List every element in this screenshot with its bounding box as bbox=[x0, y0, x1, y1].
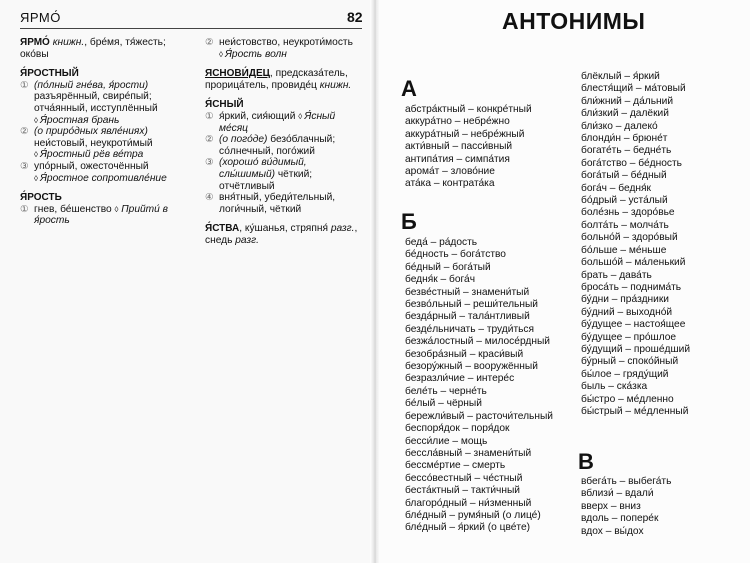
antonym-pair: вблизи́ – вдали́ bbox=[581, 488, 654, 500]
antonym-pair: вдоль – попере́к bbox=[581, 513, 659, 525]
antonym-pair: беспоря́док – поря́док bbox=[405, 423, 510, 435]
sense-number: ③ bbox=[20, 160, 29, 172]
sense bbox=[205, 134, 365, 157]
sense-note: (по́лный гне́ва, я́рости) bbox=[34, 79, 149, 91]
antonym-pair: беда́ – ра́дость bbox=[405, 237, 478, 248]
antonym-pair: быль – ска́зка bbox=[581, 381, 648, 393]
antonym-pair: арома́т – злово́ние bbox=[405, 166, 495, 178]
header-rule bbox=[20, 28, 362, 29]
antonym-pair: бли́жний – да́льний bbox=[581, 95, 674, 107]
antonym-pair: ата́ка – контрата́ка bbox=[405, 178, 495, 190]
antonym-list-b-continued bbox=[581, 71, 690, 418]
antonym-pair: большо́й – ма́ленький bbox=[581, 257, 686, 269]
antonym-pair: броса́ть – поднима́ть bbox=[581, 281, 682, 293]
sense-note: (хорошо́ ви́димый, слы́шимый) bbox=[219, 157, 307, 180]
entry-text: , ку́шанья, стряпня́ bbox=[239, 223, 331, 235]
antonym-pair: безразли́чие – интере́с bbox=[405, 373, 515, 385]
sense-number: ① bbox=[20, 203, 29, 215]
antonym-pair: больно́й – здоро́вый bbox=[581, 232, 678, 244]
letter-heading-v: В bbox=[578, 449, 594, 474]
phrase bbox=[205, 49, 365, 61]
antonym-pair: аккура́тно – небре́жно bbox=[405, 116, 510, 128]
entry-text: , снедь bbox=[205, 223, 358, 246]
sense-text: неи́стовство, неукроти́мость bbox=[219, 37, 353, 48]
sense-text: упо́рный, ожесточённый bbox=[34, 160, 149, 172]
antonym-pair: бу́дущее – про́шлое bbox=[581, 331, 677, 343]
antonym-pair: бу́дущий – проше́дший bbox=[581, 343, 691, 355]
entry-yastva bbox=[205, 223, 365, 246]
antonym-pair: бу́дни – пра́здники bbox=[581, 294, 669, 306]
sense-number: ③ bbox=[205, 157, 214, 169]
sense bbox=[20, 161, 180, 173]
antonym-pair: богате́ть – бедне́ть bbox=[581, 145, 672, 157]
phrase bbox=[20, 173, 180, 185]
antonym-pair: акти́вный – пасси́вный bbox=[405, 141, 513, 153]
sense-text: разъярённый, свире́пый; отча́янный, исступлённый bbox=[34, 91, 158, 114]
diamond-icon: ◊ bbox=[298, 111, 305, 121]
antonym-pair: безобра́зный – краси́вый bbox=[405, 348, 524, 360]
antonym-list-a bbox=[405, 104, 532, 191]
antonym-pair: беле́ть – черне́ть bbox=[405, 385, 487, 397]
antonym-pair: бога́ч – бедня́к bbox=[581, 182, 651, 194]
phrase-text: Я́рость волн bbox=[224, 48, 287, 60]
antonym-pair: бережли́вый – расточи́тельный bbox=[405, 410, 553, 422]
antonym-pair: бедня́к – бога́ч bbox=[405, 274, 475, 286]
antonym-pair: бе́дный – бога́тый bbox=[405, 261, 491, 273]
antonym-pair: бо́дрый – уста́лый bbox=[581, 195, 668, 207]
antonym-pair: вбега́ть – выбега́ть bbox=[581, 476, 672, 487]
letter-heading-b: Б bbox=[401, 209, 417, 234]
sense-number: ② bbox=[20, 126, 29, 138]
right-page bbox=[375, 0, 750, 563]
headword: Я́СТВА bbox=[205, 223, 240, 235]
diamond-icon: ◊ bbox=[34, 115, 38, 125]
phrase bbox=[20, 115, 180, 127]
sense bbox=[20, 204, 180, 227]
antonym-list-b bbox=[405, 237, 553, 535]
entry-yarost-continued bbox=[205, 37, 365, 60]
headword: Я́СНЫЙ bbox=[205, 99, 244, 111]
antonym-pair: бу́дний – выходно́й bbox=[581, 306, 673, 318]
sense-text: неи́стовый, неукроти́мый bbox=[34, 137, 153, 149]
entry-yarost bbox=[20, 192, 180, 227]
antonym-pair: бу́рный – споко́йный bbox=[581, 356, 679, 368]
antonym-pair: бесси́лие – мощь bbox=[405, 435, 488, 447]
sense bbox=[20, 126, 180, 149]
sense-text: вня́тный, убеди́тельный, логи́чный, чёткий bbox=[219, 192, 336, 215]
antonym-pair: бе́дность – бога́тство bbox=[405, 249, 506, 261]
antonym-pair: антипа́тия – симпа́тия bbox=[405, 153, 510, 165]
phrase-text: Я́сный ме́сяц bbox=[219, 110, 336, 134]
antonym-list-v bbox=[581, 476, 671, 538]
entry-yarmo bbox=[20, 37, 180, 60]
headword: ЯРМО́ bbox=[20, 37, 50, 48]
sense-number: ② bbox=[205, 37, 214, 48]
antonym-pair: бу́дущее – настоя́щее bbox=[581, 319, 686, 331]
entry-text: , бре́мя, тя́жесть; око́вы bbox=[20, 37, 166, 60]
sense-note: (о приро́дных явле́ниях) bbox=[34, 126, 148, 138]
antonym-pair: бли́зкий – далёкий bbox=[581, 108, 669, 120]
antonym-pair: блонди́н – брюне́т bbox=[581, 133, 668, 145]
sense-text: чёткий; отчётливый bbox=[219, 168, 313, 192]
sense-number: ① bbox=[205, 110, 214, 122]
sense-number: ④ bbox=[205, 192, 214, 204]
sense-text: гнев, бе́шенство bbox=[34, 203, 112, 215]
antonym-pair: боле́знь – здоро́вье bbox=[581, 207, 675, 219]
letter-heading-a: А bbox=[401, 76, 417, 101]
sense-text: я́ркий, сия́ющий bbox=[219, 110, 299, 122]
dictionary-column-left bbox=[20, 37, 180, 235]
antonym-pair: безве́стный – знамени́тый bbox=[405, 286, 530, 298]
entry-yarostny bbox=[20, 68, 180, 184]
antonym-pair: бога́тство – бе́дность bbox=[581, 157, 682, 169]
phrase bbox=[20, 149, 180, 161]
antonym-pair: безда́рный – тала́нтливый bbox=[405, 311, 530, 323]
antonym-pair: брать – дава́ть bbox=[581, 269, 652, 281]
phrase-text: Прийти́ в я́рость bbox=[34, 203, 168, 227]
antonym-pair: болта́ть – молча́ть bbox=[581, 219, 669, 231]
sense bbox=[205, 192, 365, 215]
antonym-pair: аккура́тный – небре́жный bbox=[405, 128, 525, 140]
antonym-pair: бы́лое – гряду́щий bbox=[581, 368, 669, 380]
antonym-pair: бе́лый – чёрный bbox=[405, 398, 482, 410]
antonym-pair: безде́льничать – труди́ться bbox=[405, 323, 535, 335]
entry-yasny bbox=[205, 99, 365, 215]
usage-label: разг. bbox=[235, 234, 259, 246]
antonym-pair: абстра́ктный – конкре́тный bbox=[405, 104, 532, 115]
antonym-pair: безжа́лостный – милосе́рдный bbox=[405, 336, 550, 348]
phrase-text: Я́ростный рёв ве́тра bbox=[39, 149, 144, 161]
antonym-pair: безво́льный – реши́тельный bbox=[405, 299, 538, 311]
antonym-pair: бессме́ртие – смерть bbox=[405, 460, 506, 472]
antonym-pair: бы́стрый – ме́дленный bbox=[581, 405, 689, 417]
diamond-icon: ◊ bbox=[219, 49, 223, 59]
sense-number: ① bbox=[20, 79, 29, 91]
headword: Я́РОСТНЫЙ bbox=[20, 68, 79, 80]
antonym-pair: бессо́вестный – че́стный bbox=[405, 472, 523, 484]
sense-number: ② bbox=[205, 134, 214, 146]
headword: Я́РОСТЬ bbox=[20, 192, 62, 204]
entry-yasnovidets bbox=[205, 68, 365, 91]
phrase-text: Я́ростное сопротивле́ние bbox=[39, 172, 167, 184]
antonym-pair: бы́стро – ме́дленно bbox=[581, 393, 674, 405]
headword: ЯСНОВИ́ДЕЦ bbox=[205, 68, 270, 80]
usage-label: книжн. bbox=[319, 79, 352, 91]
antonym-pair: бо́льше – ме́ньше bbox=[581, 244, 667, 256]
antonym-pair: бле́дный – я́ркий (о цве́те) bbox=[405, 522, 531, 534]
antonym-pair: беста́ктный – такти́чный bbox=[405, 485, 520, 497]
antonym-pair: бога́тый – бе́дный bbox=[581, 170, 667, 182]
diamond-icon: ◊ bbox=[34, 173, 38, 183]
antonym-pair: блестя́щий – ма́товый bbox=[581, 83, 686, 95]
antonym-pair: бле́дный – румя́ный (о лице́) bbox=[405, 509, 541, 521]
phrase-text: Я́ростная брань bbox=[39, 114, 120, 126]
sense-note: (о пого́де) bbox=[219, 134, 268, 146]
antonym-pair: безору́жный – вооружённый bbox=[405, 361, 538, 373]
antonym-pair: благоро́дный – ни́зменный bbox=[405, 497, 532, 509]
sense bbox=[205, 37, 365, 49]
usage-label: разг. bbox=[330, 223, 355, 235]
antonym-pair: вдох – вы́дох bbox=[581, 525, 644, 537]
dictionary-column-right bbox=[205, 37, 365, 255]
antonym-pair: вверх – вниз bbox=[581, 500, 641, 512]
diamond-icon: ◊ bbox=[114, 204, 119, 214]
sense bbox=[20, 80, 180, 115]
entry-text: , предсказа́тель, прорица́тель, провиде́ц bbox=[205, 68, 348, 91]
page-number: 82 bbox=[347, 9, 363, 25]
diamond-icon: ◊ bbox=[34, 150, 38, 160]
sense bbox=[205, 111, 365, 134]
sense-text: безо́блачный; со́лнечный, пого́жий bbox=[219, 134, 336, 157]
book-spine bbox=[370, 0, 380, 563]
running-head: ЯРМО́ bbox=[20, 10, 61, 25]
usage-label: книжн. bbox=[52, 37, 85, 48]
antonym-pair: блёклый – я́ркий bbox=[581, 71, 660, 82]
antonym-pair: бли́зко – далеко́ bbox=[581, 120, 658, 132]
section-title: АНТОНИМЫ bbox=[502, 8, 646, 34]
sense bbox=[205, 157, 365, 192]
antonym-pair: бессла́вный – знамени́тый bbox=[405, 447, 532, 459]
